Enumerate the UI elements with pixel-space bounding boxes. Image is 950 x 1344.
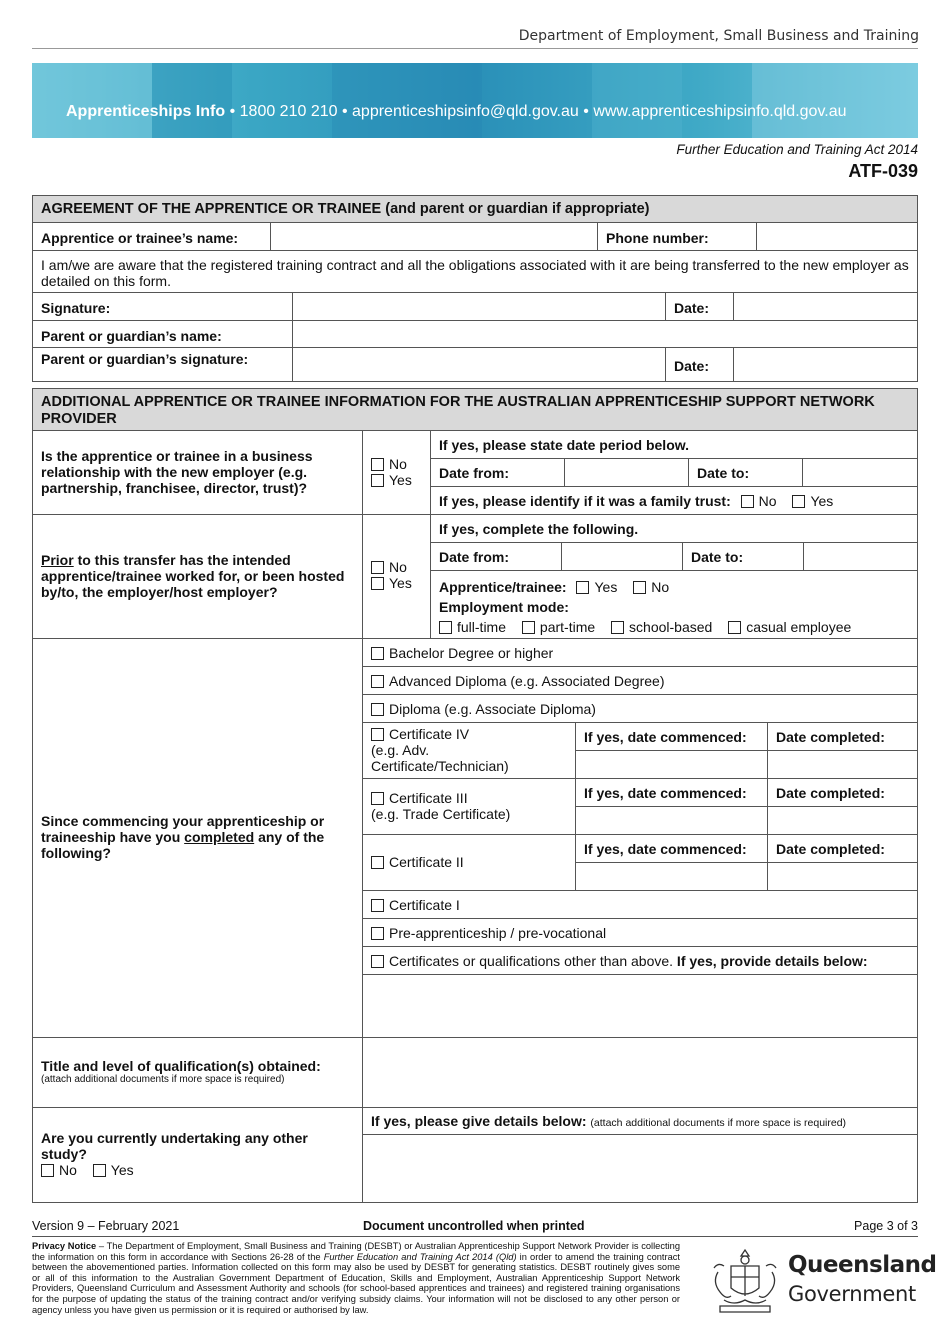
- phone-label: Phone number:: [597, 222, 757, 251]
- q2-date-from-label: Date from:: [430, 542, 562, 571]
- completed-word: completed: [184, 829, 255, 845]
- other-study-details-field[interactable]: [362, 1134, 918, 1203]
- cert3-completed-label: Date completed:: [767, 778, 918, 807]
- cert3-example: (e.g. Trade Certificate): [371, 806, 511, 822]
- header-divider: [32, 48, 918, 49]
- q2-employment-details: [430, 570, 918, 639]
- qual-cert4: [362, 722, 576, 779]
- prior-question-text: to this transfer has the intended apprentice/trainee worked for, or been hosted by/to, the employer/host employer?: [41, 552, 345, 600]
- family-trust-row: [430, 486, 918, 515]
- cert3-commenced-field[interactable]: [575, 806, 768, 835]
- yes-label: Yes: [389, 472, 412, 488]
- q1-yes-checkbox[interactable]: [371, 474, 384, 487]
- other-label: Certificates or qualifications other than above.: [389, 953, 674, 969]
- banner-website[interactable]: www.apprenticeshipsinfo.qld.gov.au: [593, 103, 847, 120]
- cert4-commenced-field[interactable]: [575, 750, 768, 779]
- privacy-label: Privacy Notice: [32, 1241, 97, 1251]
- parent-signature-field[interactable]: [292, 347, 666, 382]
- yes-label: Yes: [110, 1162, 134, 1178]
- phone-field[interactable]: [756, 222, 918, 251]
- other-checkbox[interactable]: [371, 955, 384, 968]
- other-details-field[interactable]: [362, 974, 918, 1038]
- mode-full-time: full-time: [457, 619, 507, 635]
- no-label: No: [389, 456, 407, 472]
- cert2-commenced-field[interactable]: [575, 862, 768, 891]
- parent-name-label: Parent or guardian’s name:: [32, 320, 293, 348]
- apprentice-trainee-label: Apprentice/trainee:: [439, 579, 567, 595]
- school-based-checkbox[interactable]: [611, 621, 624, 634]
- other-study-question: [32, 1107, 363, 1203]
- q2-yes-note: If yes, complete the following.: [430, 514, 918, 543]
- cert4-label: Certificate IV: [389, 726, 470, 742]
- cert2-checkbox[interactable]: [371, 856, 384, 869]
- part-time-checkbox[interactable]: [522, 621, 535, 634]
- q3-text-a: Since commencing your apprenticeship or traineeship have you: [41, 813, 325, 845]
- banner-brand: Apprenticeships Info: [66, 103, 226, 120]
- cert2-completed-field[interactable]: [767, 862, 918, 891]
- qual-cert2: [362, 834, 576, 891]
- cert1-label: Certificate I: [389, 897, 460, 913]
- other-study-label: Are you currently undertaking any other study?: [41, 1130, 308, 1162]
- adv-diploma-label: Advanced Diploma (e.g. Associated Degree): [389, 673, 665, 689]
- q1-date-from-field[interactable]: [564, 458, 689, 487]
- business-relationship-question: Is the apprentice or trainee in a business relationship with the new employer (e.g. partnership, franchisee, director, trust)?: [32, 430, 363, 515]
- title-level-label: Title and level of qualification(s) obtained:: [41, 1058, 321, 1074]
- trainee-name-field[interactable]: [270, 222, 598, 251]
- other-study-details-header: [362, 1107, 918, 1135]
- family-trust-yes-checkbox[interactable]: [792, 495, 805, 508]
- bullet: •: [341, 103, 348, 120]
- casual-employee-checkbox[interactable]: [728, 621, 741, 634]
- cert2-commenced-label: If yes, date commenced:: [575, 834, 768, 863]
- privacy-text-a: – The Department of Employment, Small Business and Training (DESBT) or Australian Apprenticeship Support Network Provider is collecting the information on this form in accordance with Sections 26-28 of the: [32, 1241, 680, 1262]
- title-level-field[interactable]: [362, 1037, 918, 1108]
- other-study-details-label: If yes, please give details below:: [371, 1113, 587, 1129]
- page-number: Page 3 of 3: [854, 1219, 918, 1233]
- cert2-completed-label: Date completed:: [767, 834, 918, 863]
- cert4-commenced-label: If yes, date commenced:: [575, 722, 768, 751]
- cert3-checkbox[interactable]: [371, 792, 384, 805]
- footer-divider: [32, 1236, 918, 1237]
- diploma-checkbox[interactable]: [371, 703, 384, 716]
- mode-part-time: part-time: [539, 619, 596, 635]
- apprentice-no-checkbox[interactable]: [633, 581, 646, 594]
- q3-text-b: any of the following?: [41, 829, 325, 861]
- yes-label: Yes: [594, 579, 618, 595]
- signature-date-field[interactable]: [733, 292, 918, 321]
- q2-yes-no: [362, 514, 431, 639]
- other-study-no-checkbox[interactable]: [41, 1164, 54, 1177]
- q1-no-checkbox[interactable]: [371, 458, 384, 471]
- bachelor-label: Bachelor Degree or higher: [389, 645, 554, 661]
- title-level-note: (attach additional documents if more space is required): [41, 1074, 285, 1085]
- cert4-completed-field[interactable]: [767, 750, 918, 779]
- q1-date-to-field[interactable]: [802, 458, 918, 487]
- queensland-government-logo: [706, 1246, 937, 1320]
- no-label: No: [59, 1162, 77, 1178]
- diploma-label: Diploma (e.g. Associate Diploma): [389, 701, 596, 717]
- qualifications-question: [32, 638, 363, 1038]
- prior-employment-question: [32, 514, 363, 639]
- qual-cert3: [362, 778, 576, 835]
- title-level-row: [32, 1037, 363, 1108]
- adv-diploma-checkbox[interactable]: [371, 675, 384, 688]
- logo-queensland: Queensland: [788, 1252, 937, 1278]
- q2-yes-checkbox[interactable]: [371, 577, 384, 590]
- mode-casual: casual employee: [746, 619, 852, 635]
- q1-date-from-label: Date from:: [430, 458, 565, 487]
- other-details-label: If yes, provide details below:: [673, 953, 868, 969]
- apprenticeships-banner: [32, 63, 918, 138]
- qual-other: [362, 946, 918, 975]
- no-label: No: [389, 559, 407, 575]
- qual-cert1: [362, 890, 918, 919]
- privacy-notice: [32, 1241, 680, 1315]
- bullet: •: [229, 103, 236, 120]
- transfer-statement: I am/we are aware that the registered training contract and all the obligations associated with it are being transferred to the new employer as detailed on this form.: [32, 250, 918, 293]
- q2-date-to-label: Date to:: [682, 542, 804, 571]
- signature-date-label: Date:: [665, 292, 734, 321]
- cert4-example: (e.g. Adv. Certificate/Technician): [371, 742, 509, 774]
- coat-of-arms-icon: [706, 1246, 784, 1320]
- other-study-yes-checkbox[interactable]: [93, 1164, 106, 1177]
- department-name: Department of Employment, Small Business and Training: [518, 28, 919, 44]
- pre-apprenticeship-label: Pre-apprenticeship / pre-vocational: [389, 925, 607, 941]
- bachelor-checkbox[interactable]: [371, 647, 384, 660]
- uncontrolled-notice: Document uncontrolled when printed: [363, 1219, 585, 1233]
- mode-school-based: school-based: [629, 619, 713, 635]
- logo-government: Government: [788, 1282, 916, 1306]
- privacy-text-b: in order to amend the training contract between the abovementioned parties. Information collected on this form may also be used by DESBT for generating statistics. DESBT routinely gives some or all of this information to the Australian Government Department of Education, Skills and Employment, Australian Apprenticeship Support Network Providers, Queensland Curriculum and Assessment Authority and schools (for school-based apprentices and trainees) and registered training organisations for the purpose of updating the status of the training contract and/or verifying subsidy claims. Your information will not be disclosed to any other person or agency unless you have given us permission or it is required or authorised by law.: [32, 1251, 680, 1315]
- cert4-completed-label: Date completed:: [767, 722, 918, 751]
- parent-date-label: Date:: [665, 347, 734, 382]
- additional-section-header: ADDITIONAL APPRENTICE OR TRAINEE INFORMATION FOR THE AUSTRALIAN APPRENTICESHIP SUPPORT NETWORK PROVIDER: [32, 388, 918, 431]
- family-trust-label: If yes, please identify if it was a family trust:: [439, 493, 731, 509]
- cert2-label: Certificate II: [389, 854, 464, 870]
- banner-email[interactable]: apprenticeshipsinfo@qld.gov.au: [352, 103, 579, 120]
- yes-label: Yes: [389, 575, 412, 591]
- prior-word: Prior: [41, 552, 74, 568]
- bullet: •: [583, 103, 589, 120]
- employment-mode-label: Employment mode:: [439, 599, 569, 615]
- cert1-checkbox[interactable]: [371, 899, 384, 912]
- parent-signature-label: Parent or guardian’s signature:: [32, 347, 293, 382]
- cert4-checkbox[interactable]: [371, 728, 384, 741]
- q2-no-checkbox[interactable]: [371, 561, 384, 574]
- qual-adv-diploma: [362, 666, 918, 695]
- privacy-act: Further Education and Training Act 2014 (Qld): [323, 1251, 517, 1262]
- qual-bachelor: [362, 638, 918, 667]
- cert3-completed-field[interactable]: [767, 806, 918, 835]
- yes-label: Yes: [810, 493, 834, 509]
- qual-diploma: [362, 694, 918, 723]
- version-label: Version 9 – February 2021: [32, 1219, 180, 1233]
- apprentice-yes-checkbox[interactable]: [576, 581, 589, 594]
- agreement-section-header: AGREEMENT OF THE APPRENTICE OR TRAINEE (and parent or guardian if appropriate): [32, 195, 918, 223]
- legislation-reference: Further Education and Training Act 2014: [676, 142, 918, 157]
- trainee-name-label: Apprentice or trainee’s name:: [32, 222, 271, 251]
- banner-phone[interactable]: 1800 210 210: [239, 103, 338, 120]
- parent-date-field[interactable]: [733, 347, 918, 382]
- q2-date-to-field[interactable]: [803, 542, 918, 571]
- q2-date-from-field[interactable]: [561, 542, 683, 571]
- signature-label: Signature:: [32, 292, 293, 321]
- full-time-checkbox[interactable]: [439, 621, 452, 634]
- qual-pre-apprenticeship: [362, 918, 918, 947]
- form-code: ATF-039: [848, 161, 918, 181]
- pre-apprenticeship-checkbox[interactable]: [371, 927, 384, 940]
- cert3-commenced-label: If yes, date commenced:: [575, 778, 768, 807]
- family-trust-no-checkbox[interactable]: [741, 495, 754, 508]
- q1-yes-no: [362, 430, 431, 515]
- cert3-label: Certificate III: [389, 790, 468, 806]
- banner-contact-line: [66, 103, 847, 121]
- signature-field[interactable]: [292, 292, 666, 321]
- no-label: No: [651, 579, 670, 595]
- other-study-attach-note: (attach additional documents if more space is required): [590, 1117, 847, 1129]
- no-label: No: [758, 493, 777, 509]
- q1-yes-note: If yes, please state date period below.: [430, 430, 918, 459]
- q1-date-to-label: Date to:: [688, 458, 803, 487]
- parent-name-field[interactable]: [292, 320, 918, 348]
